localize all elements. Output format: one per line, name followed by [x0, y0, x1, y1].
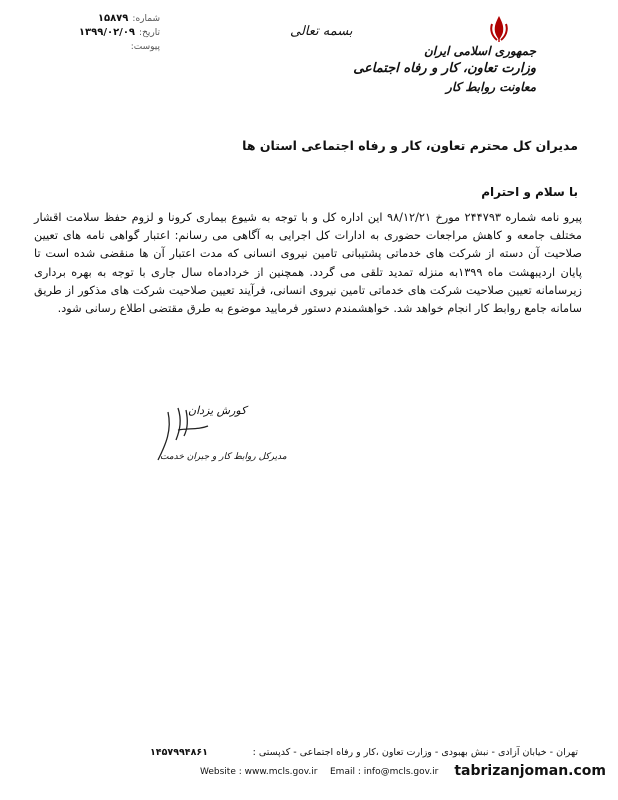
signature-title: مدیرکل روابط کار و جبران خدمت [160, 452, 287, 462]
org-line-3: معاونت روابط کار [446, 80, 536, 94]
watermark: tabrizanjoman.com [454, 763, 606, 779]
letter-body-text: پیرو نامه شماره ۲۴۴۷۹۳ مورخ ۹۸/۱۲/۲۱ این اداره کل و با توجه به شیوع بیماری کرونا و لزوم حفظ سلامت اقشار مختلف جامعه و کاهش مراجعات حضوری به ادارات کل اجرایی به آگاهی می رسانم: اعتبار گواهی نامه های تعیین صلاحیت آن دسته از شرکت های خدماتی پشتیبانی تامین نیروی انسانی که مدت اعتبار آن ها منقضی شده است تا پایان اردیبهشت ماه ۱۳۹۹به منزله تمدید تلقی می گردد. همچنین از خردادماه سال جاری با توجه به بهره برداری زیرسامانه تعیین صلاحیت شرکت های خدماتی تامین نیروی انسانی، فرآیند تعیین صلاحیت شرکت های مذکور از طریق سامانه جامع روابط کار انجام خواهد شد. خواهشمندم دستور فرمایید موضوع به طرق مقتضی اطلاع رسانی شود. [34, 211, 582, 316]
meta-attachment-label: پیوست: [130, 42, 160, 52]
meta-date-label: تاریخ: [139, 28, 160, 38]
meta-number-label: شماره: [132, 14, 160, 24]
footer-website: Website : www.mcls.gov.ir [200, 767, 318, 777]
footer-address: تهران - خیابان آزادی - نبش بهبودی - وزارت تعاون ،کار و رفاه اجتماعی - کدپستی : [252, 747, 578, 758]
iran-emblem-icon [488, 14, 510, 44]
meta-number-value: ۱۵۸۷۹ [97, 13, 129, 24]
meta-date-value: ۱۳۹۹/۰۲/۰۹ [78, 27, 136, 38]
footer-postal-code: ۱۴۵۷۹۹۴۸۶۱ [150, 747, 208, 758]
meta-number [70, 12, 160, 26]
letter-body [34, 209, 582, 318]
letter-meta [70, 12, 160, 54]
bismillah: بسمه تعالی [290, 24, 353, 39]
org-line-1: جمهوری اسلامی ایران [423, 44, 536, 58]
footer-email: Email : info@mcls.gov.ir [330, 767, 439, 777]
organization-header [353, 42, 536, 96]
meta-attachment [70, 40, 160, 54]
salutation: با سلام و احترام [481, 185, 578, 199]
addressee: مدیران کل محترم تعاون، کار و رفاه اجتماعی استان ها [242, 138, 578, 153]
meta-date [70, 26, 160, 40]
org-line-2: وزارت تعاون، کار و رفاه اجتماعی [353, 61, 536, 76]
signature-name: کورش یزدان [188, 404, 247, 417]
